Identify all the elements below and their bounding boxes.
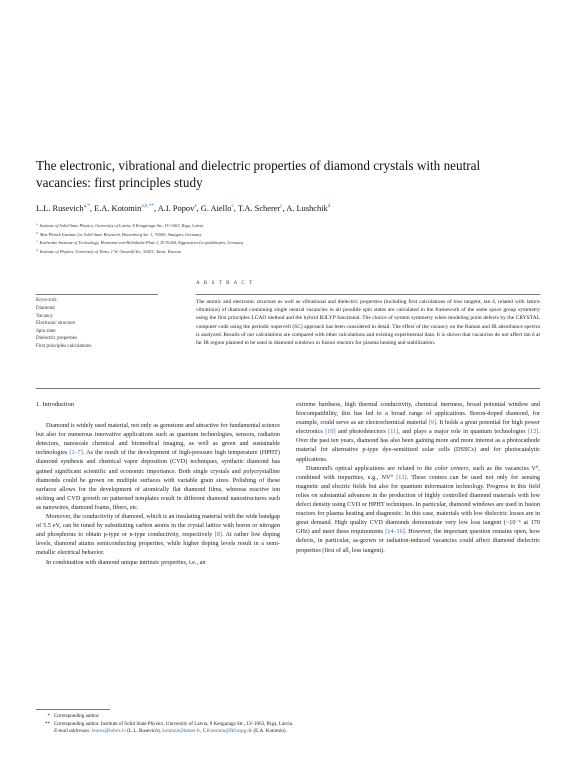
affiliation-item	[36, 247, 556, 256]
text-run: color centers	[434, 464, 469, 472]
author-name: A. Lushchik	[286, 204, 328, 213]
email-owner: (L.L. Rusevich),	[126, 728, 163, 735]
text-run: . Over the past ten years, diamond has also been gaining more and more interest as a photocathode material for alternative p-type dye-sensitized solar cells (DSSCs) and for photocatalytic applications.	[296, 428, 540, 463]
keywords-heading: Keywords:	[36, 298, 59, 303]
email-link[interactable]: kotomin@latnet.lv	[162, 728, 201, 735]
affiliation-item	[36, 230, 556, 239]
text-run: Moreover, the conductivity of diamond, which is an insulating material with the wide bandgap of 5.5 eV, can be tuned by substituting carbon atoms in the crystal lattice with boron or nitrogen and phosphorus to obtain p-type or n-type conductivity, respectively	[36, 513, 280, 539]
text-run: Diamond's optical applications are related to the	[306, 464, 435, 472]
body-paragraph	[296, 400, 540, 464]
email-line	[36, 728, 540, 736]
body-column-right	[296, 400, 540, 555]
author-affiliation-mark[interactable]: a,*	[83, 203, 90, 209]
email-link[interactable]: leorus@inbox.lv	[92, 728, 126, 735]
affiliation-text: Institute of Solid State Physics, University of Latvia, 8 Kengaraga Str., LV-1063, Riga, Latvia	[39, 223, 204, 228]
author-affiliation-mark[interactable]: d	[327, 203, 331, 209]
affiliation-item	[36, 221, 556, 230]
author-name: E.A. Kotomin	[94, 204, 142, 213]
affiliation-mark: d	[36, 247, 38, 252]
keyword-item: Electronic structure	[36, 321, 76, 326]
paper-title: The electronic, vibrational and dielectric properties of diamond crystals with neutral vacancies: first principles study	[36, 158, 481, 190]
footnote-mark: **	[44, 720, 50, 727]
citation-link[interactable]: [12]	[528, 428, 539, 436]
email-owner: ,	[200, 728, 203, 735]
author-affiliation-mark[interactable]: c	[231, 203, 234, 209]
body-paragraph	[36, 512, 280, 557]
citation-link[interactable]: [1–7]	[69, 449, 83, 457]
author-affiliation-mark[interactable]: c	[280, 203, 283, 209]
text-run: . At rather low doping levels, diamond attains semiconducting properties, while higher doping levels result in a semi-metallic electrical behavior.	[36, 531, 280, 557]
text-run: . As the result of the development of high-pressure high temperature (HPHT) diamond synthesis and chemical vapor deposition (CVD) techniques, synthetic diamond has gained significant scientific and economic importance. Both single crystals and polycrystalline diamonds could be grown on multiple surfaces with variable grain sizes. Polishing of these surfaces allows for the development of atomically flat diamond films, whereas reactive ion etching and CVD growth on patterned templates result in different diamond nanostructures such as nanowires, diamond foams, fibers, etc.	[36, 449, 280, 511]
email-link[interactable]: E.Kotomin@fkf.mpg.de	[202, 728, 253, 735]
footnotes	[36, 713, 540, 736]
citation-link[interactable]: [13]	[396, 473, 407, 481]
footnote-text: Corresponding author. Institute of Solid State Physics, University of Latvia, 8 Kengaraga Str., LV-1063, Riga, Latvia.	[54, 720, 294, 727]
body-paragraph	[296, 464, 540, 555]
author-name: L.L. Rusevich	[36, 204, 84, 213]
citation-link[interactable]: [11]	[388, 428, 399, 436]
abstract-bottom-rule	[36, 388, 540, 389]
body-column-left	[36, 400, 280, 567]
citation-link[interactable]: [14–16]	[385, 528, 405, 536]
abstract-rule	[196, 294, 540, 295]
keyword-item: Diamond	[36, 306, 55, 311]
email-owner: (E.A. Kotomin).	[252, 728, 287, 735]
body-paragraph	[36, 558, 280, 567]
affiliations	[36, 221, 556, 255]
keywords-rule	[36, 294, 158, 295]
keyword-item: Spin state	[36, 328, 56, 334]
text-run: and photodetectors	[335, 428, 389, 436]
text-run: , and plays a major role in quantum technologies	[398, 428, 529, 436]
keywords-list	[36, 305, 176, 350]
keyword-item: First principles calculations	[36, 343, 92, 349]
abstract-heading: A B S T R A C T	[196, 281, 254, 286]
abstract-text: The atomic and electronic structure as well as vibrational and dielectric properties (including first calculations of loss tangent, tan δ, related with lattice vibrations) of diamond containing single neutral vacancies in all possible spin states are calculated in the framework of the same space group symmetry using the first principles LCAO method and the hybrid B3LYP functional. The choice of system symmetry when modeling point defects by the CRYSTAL computer code using the periodic supercell (SC) approach has been considered in detail. The effect of the vacancy on the Raman and IR absorbance spectra is analyzed. Results of our calculations are compared with other calculations and existing experimental data. It is shown that vacancies do not affect tan δ at far IR region planned to be used in diamond windows in fusion reactors for plasma heating and stabilization.	[196, 299, 540, 347]
text-run: , such as the vacancies V⁰, combined with impurities, e.g., NV⁰	[296, 464, 540, 481]
keyword-item: Vacancy	[36, 313, 53, 319]
citation-link[interactable]: [10]	[325, 428, 336, 436]
affiliation-text: Institute of Physics, University of Tartu, 1 W. Ostwald Str., 50411, Tartu, Estonia	[39, 248, 181, 254]
section-title: 1. Introduction	[36, 401, 74, 408]
affiliation-text: Karlsruhe Institute of Technology, Hermann-von-Helmholtz-Platz 1, D-76344, Eggenstein-Leopoldshafen, Germany	[39, 240, 244, 246]
footnote-rule	[36, 709, 110, 710]
affiliation-mark: a	[36, 222, 38, 226]
text-run: . It holds a great potential for high power electronics	[296, 419, 540, 436]
citation-link[interactable]: [8]	[214, 531, 222, 539]
keyword-item: Dielectric properties	[36, 336, 77, 341]
footnote-item	[36, 713, 540, 721]
author-affiliation-mark[interactable]: a	[194, 203, 197, 209]
citation-link[interactable]: [9]	[428, 419, 436, 427]
text-run: In combination with diamond unique intrinsic properties, i.e., an	[46, 558, 206, 566]
author-name: G. Aiello	[200, 204, 232, 213]
author-name: T.A. Scherer	[237, 204, 281, 213]
author-list: L.L. Rusevich$^{a,*}$, E.A. Kotomin$^{a,b,**}$, A.I. Popov$^a$, G. Aiello$^c$, T.A. Scherer$^c$, A. Lushchik$^d$	[36, 203, 331, 213]
affiliation-item	[36, 238, 556, 247]
text-run: Diamond is widely used material, not only as gemstone and attractive for fundamental science but also for numerous innovative applications such as quantum technologies, sensors, radiation detectors, nanoscale chemical and biomedical imaging, as well as green and sustainable technologies	[36, 422, 280, 457]
affiliation-mark: c	[36, 239, 38, 244]
footnote-text: Corresponding author.	[54, 713, 100, 719]
email-label: E-mail addresses:	[54, 728, 93, 735]
author-name: A.I. Popov	[157, 204, 195, 213]
footnote-mark: *	[47, 713, 50, 719]
author-affiliation-mark[interactable]: a,b,**	[141, 203, 154, 209]
text-run: extreme hardness, high thermal conductivity, chemical inertness, broad potential window and biocompatibility, this has led to a broad range of applications. Boron-doped diamond, for example, could serve as an electrochemical material	[296, 401, 540, 427]
affiliation-text: Max Planck Institute for Solid State Research, Heisenberg Str. 1, 70569, Stuttgart, Germany	[39, 231, 202, 237]
affiliation-mark: b	[36, 230, 38, 235]
body-paragraph	[36, 421, 280, 512]
text-run: . These centers can be used not only for sensing magnetic and electric fields but also for quantum information technology. Progress in this field relies on substantial advances in the production of highly controlled diamond materials with low defect density using CVD or HPHT techniques. In particular, diamond windows are used in fusion reactors for plasma heating and diagnostic. In this case, materials with low dielectric losses are in great demand. High quality CVD diamonds demonstrate very low loss tangent (~10⁻⁶ at 170 GHz) and meet these requirements	[296, 473, 541, 536]
text-run: . However, the important question remains open, how defects, in particular, as-grown or radiation-induced vacancies could affect diamond dielectric properties (first of all, loss tangent).	[296, 528, 540, 554]
